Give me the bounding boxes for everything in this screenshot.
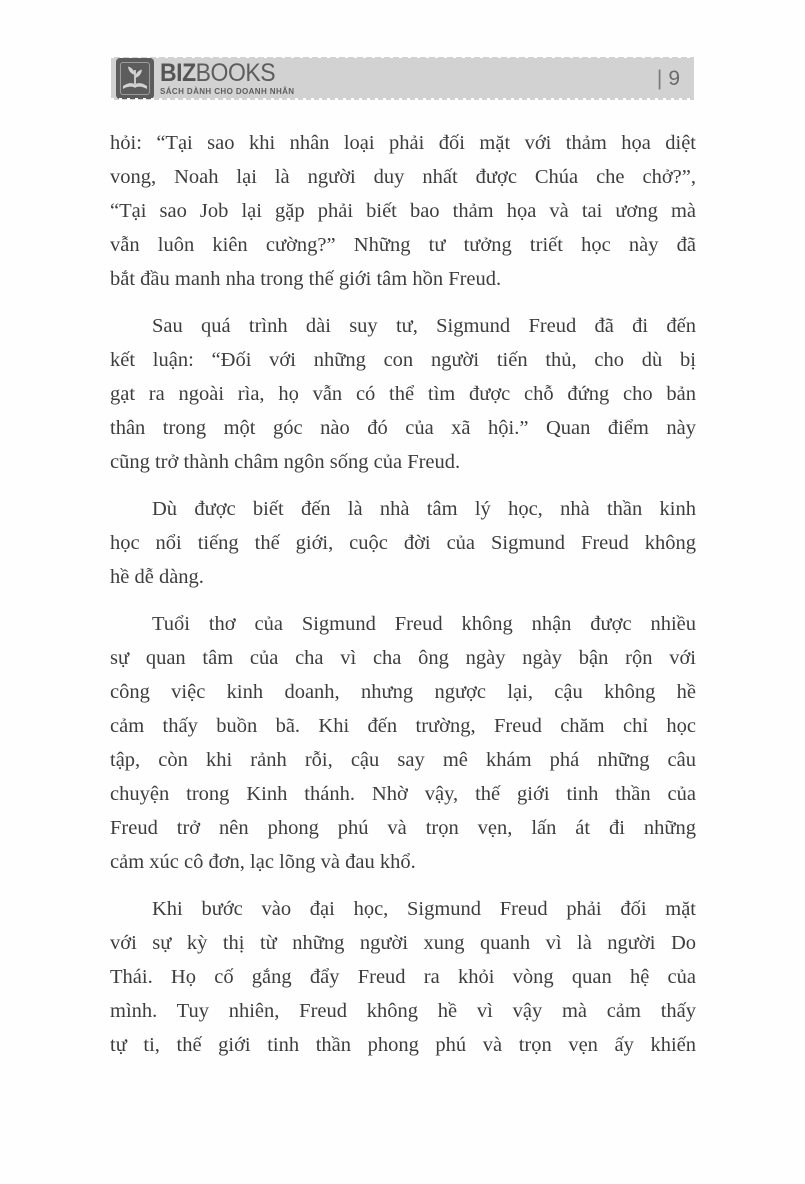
text-line: bắt đầu manh nha trong thế giới tâm hồn Freud. bbox=[110, 268, 502, 290]
text-line: Khi bước vào đại học, Sigmund Freud phải đối mặt bbox=[152, 898, 696, 920]
brand-name-biz: BIZ bbox=[160, 59, 196, 87]
paragraph bbox=[110, 309, 696, 479]
text-line: tập, còn khi rảnh rỗi, cậu say mê khám phá những câu bbox=[110, 749, 696, 771]
paragraph bbox=[110, 126, 696, 296]
text-line: cũng trở thành châm ngôn sống của Freud. bbox=[110, 451, 461, 473]
text-line: hề dễ dàng. bbox=[110, 566, 204, 588]
text-line: Tuổi thơ của Sigmund Freud không nhận được nhiều bbox=[152, 613, 696, 635]
paragraph bbox=[110, 892, 696, 1062]
brand-name bbox=[160, 61, 284, 85]
text-line: vong, Noah lại là người duy nhất được Chúa che chở?”, bbox=[110, 166, 696, 188]
brand-name-books: BOOKS bbox=[195, 59, 276, 87]
text-line: Freud trở nên phong phú và trọn vẹn, lấn át đi những bbox=[110, 817, 696, 839]
text-line: kết luận: “Đối với những con người tiến thủ, cho dù bị bbox=[110, 349, 696, 371]
text-line: vẫn luôn kiên cường?” Những tư tưởng triết học này đã bbox=[110, 234, 696, 256]
text-line: gạt ra ngoài rìa, họ vẫn có thể tìm được chỗ đứng cho bản bbox=[110, 383, 696, 405]
text-line: hỏi: “Tại sao khi nhân loại phải đối mặt với thảm họa diệt bbox=[110, 132, 696, 154]
text-line: chuyện trong Kinh thánh. Nhờ vậy, thế giới tinh thần của bbox=[110, 783, 696, 805]
text-line: cảm thấy buồn bã. Khi đến trường, Freud chăm chỉ học bbox=[110, 715, 696, 737]
brand-tagline: SÁCH DÀNH CHO DOANH NHÂN bbox=[160, 87, 295, 96]
paragraph bbox=[110, 607, 696, 879]
text-line: Thái. Họ cố gắng đẩy Freud ra khỏi vòng quan hệ của bbox=[110, 966, 696, 988]
page-number-divider: | bbox=[656, 66, 663, 90]
text-line: với sự kỳ thị từ những người xung quanh vì là người Do bbox=[110, 932, 696, 954]
text-line: cảm xúc cô đơn, lạc lõng và đau khổ. bbox=[110, 851, 416, 873]
page-number-value: 9 bbox=[668, 66, 680, 90]
text-line: mình. Tuy nhiên, Freud không hề vì vậy mà cảm thấy bbox=[110, 1000, 696, 1022]
page-body bbox=[110, 126, 696, 1062]
text-line: Dù được biết đến là nhà tâm lý học, nhà thần kinh bbox=[152, 498, 696, 520]
text-line: tự ti, thế giới tinh thần phong phú và trọn vẹn ấy khiến bbox=[110, 1034, 696, 1056]
text-line: sự quan tâm của cha vì cha ông ngày ngày bận rộn với bbox=[110, 647, 696, 669]
text-line: Sau quá trình dài suy tư, Sigmund Freud đã đi đến bbox=[152, 315, 696, 337]
book-sprout-icon bbox=[116, 58, 154, 99]
text-line: học nổi tiếng thế giới, cuộc đời của Sigmund Freud không bbox=[110, 532, 696, 554]
text-line: công việc kinh doanh, nhưng ngược lại, cậu không hề bbox=[110, 681, 696, 703]
page-number bbox=[657, 57, 680, 100]
text-line: “Tại sao Job lại gặp phải biết bao thảm họa và tai ương mà bbox=[110, 200, 696, 222]
brand-text-block bbox=[160, 61, 295, 96]
header-bar bbox=[111, 57, 694, 100]
paragraph bbox=[110, 492, 696, 594]
text-line: thân trong một góc nào đó của xã hội.” Quan điểm này bbox=[110, 417, 696, 439]
publisher-logo bbox=[116, 58, 295, 99]
